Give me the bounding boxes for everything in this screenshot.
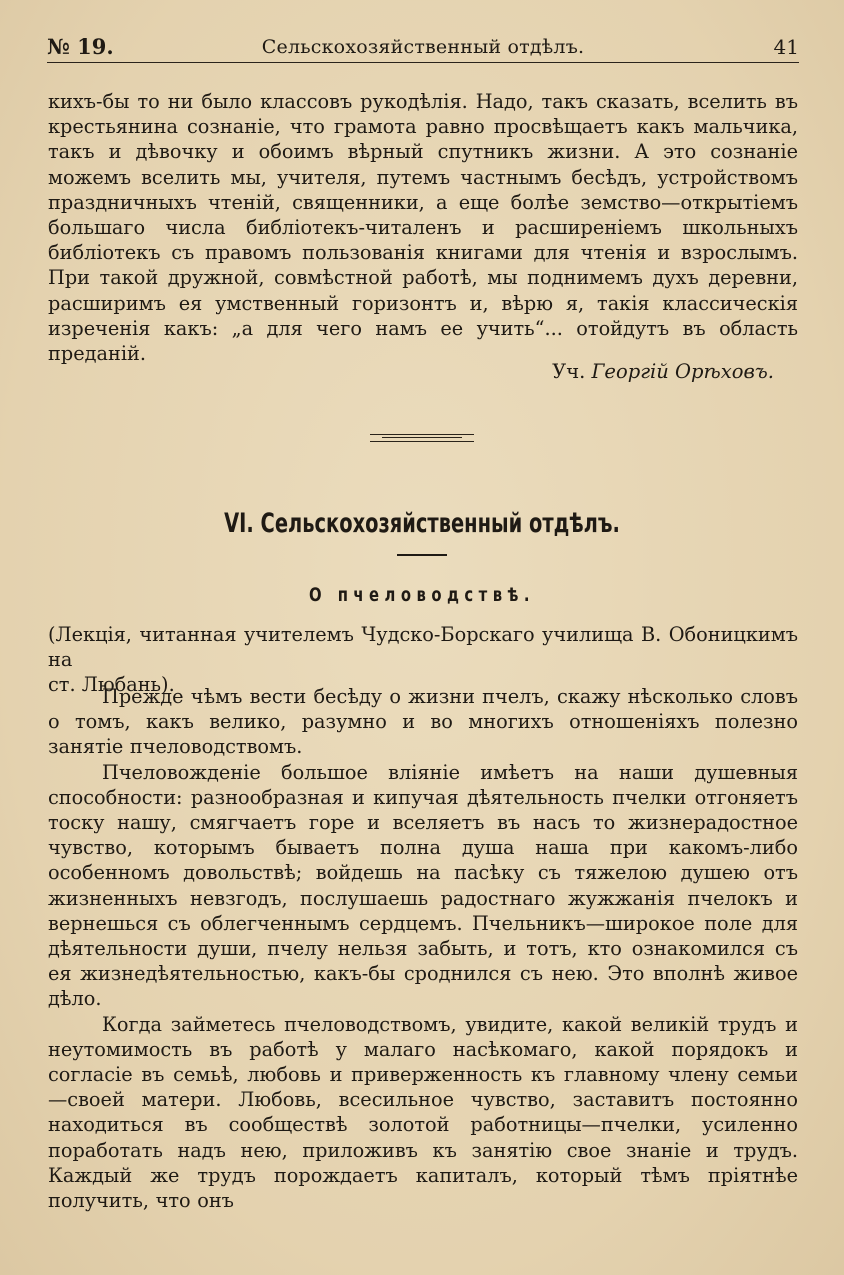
- body-paragraph: Пчеловожденіе большое вліяніе имѣетъ на наши душевныя способности: разнообразная и кипучая дѣятельность пчелки отгоняетъ тоску нашу, смягчаетъ горе и вселяетъ въ насъ то жизнерадостное чувство, которымъ бываетъ полна душа наша при какомъ-либо особенномъ довольствѣ; войдешь на пасѣку съ тяжелою душею отъ жизненныхъ невзгодъ, послушаешь радостнаго жужжанія пчелокъ и вернешься съ облегченнымъ сердцемъ. Пчельникъ—широкое поле для дѣятельности души, пчелу нельзя забыть, и тотъ, кто ознакомился съ ея жизнедѣятельностью, какъ-бы сроднился съ нею. Это вполнѣ живое дѣло.: [48, 760, 798, 1011]
- header-rule: [47, 62, 799, 63]
- closing-paragraph: кихъ-бы то ни было классовъ рукодѣлія. Надо, такъ сказать, вселить въ крестьянина сознаніе, что грамота равно просвѣщаетъ какъ мальчика, такъ и дѣвочку и обоимъ вѣрный спутникъ жизни. А это сознаніе можемъ вселить мы, учителя, путемъ частнымъ бесѣдъ, устройствомъ праздничныхъ чтеній, священники, а еще болѣе земство—открытіемъ большаго числа библіотекъ-читаленъ и расширеніемъ школьныхъ библіотекъ съ правомъ пользованія книгами для чтенія и взрослымъ. При такой дружной, совмѣстной работѣ, мы поднимемъ духъ деревни, расширимъ ея умственный горизонтъ и, вѣрю я, такія классическія изреченія какъ: „а для чего намъ ее учить“... отойдутъ въ область преданій.: [48, 90, 798, 366]
- article-body: [48, 684, 798, 1213]
- body-paragraph: Прежде чѣмъ вести бесѣду о жизни пчелъ, скажу нѣсколько словъ о томъ, какъ велико, разумно и во многихъ отношеніяхъ полезно занятіе пчеловодствомъ.: [48, 685, 798, 759]
- article-title: О пчеловодствѣ.: [309, 584, 535, 606]
- previous-article-closing: [48, 89, 798, 366]
- issue-number: № 19.: [47, 34, 114, 59]
- signature-name: Георгій Орѣховъ.: [591, 360, 774, 383]
- author-signature: [552, 360, 774, 383]
- running-header: [47, 34, 799, 64]
- signature-prefix: Уч.: [552, 360, 586, 383]
- lecture-note-line-1: (Лекція, читанная учителемъ Чудско-Борскаго училища В. Обоницкимъ на: [48, 623, 798, 672]
- heading-rule: [397, 554, 447, 556]
- running-section-title: Сельскохозяйственный отдѣлъ.: [261, 36, 585, 58]
- section-heading: VI. Сельскохозяйственный отдѣлъ.: [224, 508, 620, 539]
- lecture-note-line-2: ст. Любань).: [48, 673, 175, 697]
- body-paragraph: Когда займетесь пчеловодствомъ, увидите, какой великій трудъ и неутомимость въ работѣ у малаго насѣкомаго, какой порядокъ и согласіе въ семьѣ, любовь и приверженность къ главному члену семьи—своей матери. Любовь, всесильное чувство, заставитъ постоянно находиться въ сообществѣ золотой работницы—пчелки, усиленно поработать надъ нею, приложивъ къ занятію свое знаніе и трудъ. Каждый же трудъ порождаетъ капиталъ, который тѣмъ пріятнѣе получить, что онъ: [48, 1012, 798, 1213]
- page-number: 41: [773, 35, 799, 59]
- section-divider: [370, 434, 474, 442]
